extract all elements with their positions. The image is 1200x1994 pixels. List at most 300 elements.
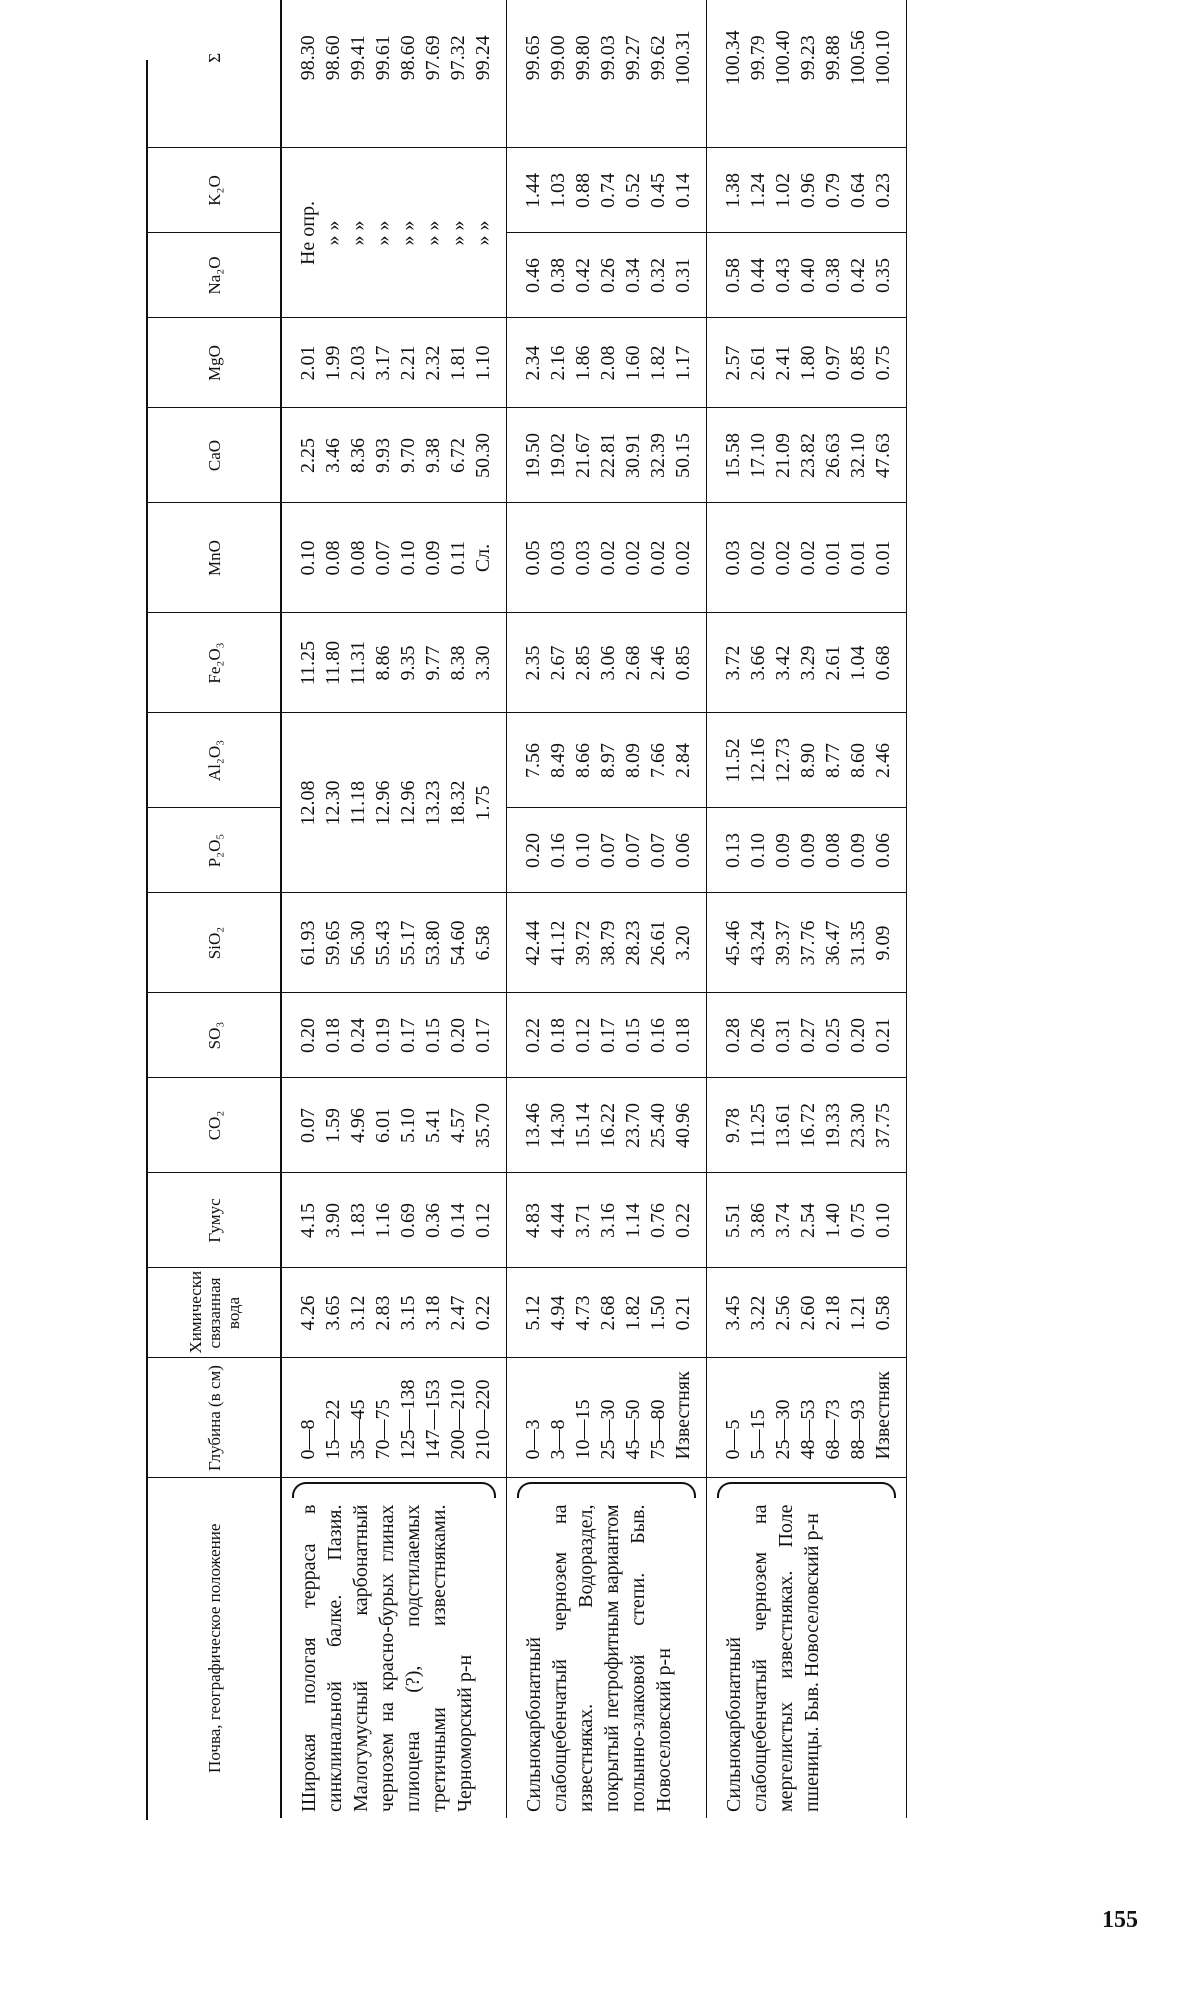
cell-value: 13.46 xyxy=(522,1103,544,1148)
cell-value: 35—45 xyxy=(347,1399,369,1460)
cell-value: 1.17 xyxy=(672,345,694,381)
cell-value: 99.23 xyxy=(797,35,819,81)
cell-value: 4.94 xyxy=(547,1295,569,1331)
rotated-table-container xyxy=(148,0,1198,1818)
cell-value: 1.38 xyxy=(722,173,744,208)
cell-value: 1.59 xyxy=(322,1108,344,1143)
cell-value: 97.69 xyxy=(422,35,444,81)
cell-value: 4.57 xyxy=(447,1108,469,1143)
cell-value: 200—210 xyxy=(447,1379,469,1460)
cell-value: 0.76 xyxy=(647,1203,669,1238)
cell-value: 100.31 xyxy=(672,30,694,86)
cell-value: 0.75 xyxy=(847,1203,869,1238)
cell-value: 98.60 xyxy=(322,35,344,81)
page-number: 155 xyxy=(1102,1907,1138,1933)
table-row xyxy=(707,0,907,1818)
cell-value: 12.73 xyxy=(772,738,794,783)
p2o5-cell xyxy=(707,808,907,893)
cell-value: 0.97 xyxy=(822,345,844,381)
description-text: Сильнокарбонатный слабощебенчатый чернозем на мергелистых известняках. Поле пшеницы. Быв. Новоселовский р-н xyxy=(723,1504,823,1812)
cell-value: 37.76 xyxy=(797,920,819,966)
cell-value: 42.44 xyxy=(522,920,544,966)
cell-value: 19.02 xyxy=(547,433,569,478)
cell-value: 8.09 xyxy=(622,743,644,778)
cell-value: 70—75 xyxy=(372,1399,394,1460)
so3-cell xyxy=(507,993,707,1078)
cell-value: 12.30 xyxy=(322,780,344,826)
cell-value: » » xyxy=(397,220,419,246)
cell-value: 9.93 xyxy=(372,438,394,473)
cell-value: 99.80 xyxy=(572,35,594,81)
table-row xyxy=(507,0,707,1818)
header-cao: CaO xyxy=(148,408,281,503)
depth-cell xyxy=(507,1358,707,1478)
cell-value: 1.75 xyxy=(472,785,494,821)
header-mno: MnO xyxy=(148,503,281,613)
cell-value: 2.47 xyxy=(447,1295,469,1331)
cell-value: 31.35 xyxy=(847,920,869,966)
cell-value: 2.84 xyxy=(672,743,694,778)
cell-value: 12.96 xyxy=(372,780,394,826)
na2o-cell xyxy=(707,233,907,318)
cell-value: 0.06 xyxy=(872,833,894,868)
cell-value: 0.06 xyxy=(672,833,694,868)
cell-value: 4.73 xyxy=(572,1295,594,1331)
cell-value: 5.10 xyxy=(397,1108,419,1143)
cell-value: 0.05 xyxy=(522,540,544,576)
cell-value: 15.58 xyxy=(722,433,744,478)
na2o-k2o-cell xyxy=(281,148,507,318)
p2o5-al2o3-cell xyxy=(281,713,507,893)
cell-value: 0.85 xyxy=(672,645,694,681)
cell-value: 2.67 xyxy=(547,645,569,681)
fe2o3-cell xyxy=(707,613,907,713)
cell-value: 1.10 xyxy=(472,345,494,381)
cell-value: 2.35 xyxy=(522,645,544,681)
cell-value: 3.30 xyxy=(472,645,494,681)
cell-value: 0.13 xyxy=(722,833,744,868)
cell-value: 25—30 xyxy=(772,1399,794,1460)
cell-value: 3.22 xyxy=(747,1295,769,1331)
cell-value: 3.16 xyxy=(597,1203,619,1238)
cell-value: 0—5 xyxy=(722,1419,744,1460)
cell-value: Известняк xyxy=(672,1371,694,1460)
water-cell xyxy=(281,1268,507,1358)
cell-value: » » xyxy=(472,220,494,246)
cell-value: 14.30 xyxy=(547,1103,569,1148)
cell-value: 22.81 xyxy=(597,433,619,478)
cell-value: 8.97 xyxy=(597,743,619,778)
cell-value: 13.23 xyxy=(422,780,444,826)
cell-value: 0.38 xyxy=(822,258,844,293)
humus-cell xyxy=(507,1173,707,1268)
cell-value: 19.50 xyxy=(522,433,544,478)
cell-value: 12.08 xyxy=(297,780,319,826)
cell-value: 8.86 xyxy=(372,645,394,681)
cell-value: 0.10 xyxy=(572,833,594,868)
cell-value: 7.56 xyxy=(522,743,544,778)
so3-cell xyxy=(707,993,907,1078)
cell-value: 1.16 xyxy=(372,1203,394,1238)
cell-value: 2.83 xyxy=(372,1295,394,1331)
cell-value: 1.50 xyxy=(647,1295,669,1331)
cell-value: 39.37 xyxy=(772,920,794,966)
cell-value: 6.72 xyxy=(447,438,469,473)
cell-value: 28.23 xyxy=(622,920,644,966)
cell-value: 0.17 xyxy=(397,1018,419,1053)
k2o-cell xyxy=(707,148,907,233)
cell-value: 9.78 xyxy=(722,1108,744,1143)
k2o-cell xyxy=(507,148,707,233)
cell-value: 0.07 xyxy=(297,1108,319,1143)
cell-value: 5—15 xyxy=(747,1409,769,1460)
cell-value: 99.61 xyxy=(372,35,394,81)
cell-value: 1.99 xyxy=(322,345,344,381)
cell-value: 0.21 xyxy=(672,1295,694,1331)
cell-value: 8.38 xyxy=(447,645,469,681)
cell-value: 0.46 xyxy=(522,258,544,293)
cell-value: 2.01 xyxy=(297,345,319,381)
cell-value: 1.24 xyxy=(747,173,769,208)
cell-value: 8.77 xyxy=(822,743,844,778)
p2o5-cell xyxy=(507,808,707,893)
cell-value: 0.20 xyxy=(522,833,544,868)
cell-value: 98.60 xyxy=(397,35,419,81)
header-depth: Глубина (в см) xyxy=(148,1358,281,1478)
cell-value: 1.14 xyxy=(622,1203,644,1238)
cell-value: 99.65 xyxy=(522,35,544,81)
cell-value: 98.30 xyxy=(297,35,319,81)
cell-value: 2.03 xyxy=(347,345,369,381)
row-description xyxy=(281,1478,507,1818)
depth-cell xyxy=(281,1358,507,1478)
cell-value: 0—3 xyxy=(522,1419,544,1460)
cell-value: 0.12 xyxy=(472,1203,494,1238)
cell-value: 0.24 xyxy=(347,1018,369,1053)
cell-value: 38.79 xyxy=(597,920,619,966)
cell-value: 12.16 xyxy=(747,738,769,783)
cell-value: 5.12 xyxy=(522,1295,544,1331)
cell-value: 0.16 xyxy=(547,833,569,868)
cell-value: 0.18 xyxy=(547,1018,569,1053)
water-cell xyxy=(707,1268,907,1358)
description-text: Сильнокарбонатный слабощебенчатый чернозем на известняках. Водораздел, покрытый петрофитным вариантом полынно-злаковой степи. Быв. Новоселовский р-н xyxy=(523,1504,675,1812)
cell-value: 0.01 xyxy=(847,540,869,576)
cell-value: 9.35 xyxy=(397,645,419,681)
sio2-cell xyxy=(707,893,907,993)
cell-value: 0.02 xyxy=(672,540,694,576)
cell-value: 15.14 xyxy=(572,1103,594,1148)
cell-value: 0.75 xyxy=(872,345,894,381)
cell-value: 0.64 xyxy=(847,173,869,208)
cell-value: » » xyxy=(422,220,444,246)
cell-value: 2.08 xyxy=(597,345,619,381)
cell-value: 68—73 xyxy=(822,1399,844,1460)
cell-value: 50.15 xyxy=(672,433,694,478)
cell-value: 97.32 xyxy=(447,35,469,81)
cell-value: 8.36 xyxy=(347,438,369,473)
cell-value: 61.93 xyxy=(297,920,319,966)
cell-value: 0.20 xyxy=(847,1018,869,1053)
cell-value: 3.86 xyxy=(747,1203,769,1238)
cell-value: 0.10 xyxy=(397,540,419,576)
cell-value: » » xyxy=(347,220,369,246)
cell-value: 0.02 xyxy=(797,540,819,576)
cell-value: 0.58 xyxy=(722,258,744,293)
header-so3: SO₃ xyxy=(148,993,281,1078)
depth-cell xyxy=(707,1358,907,1478)
cell-value: 0.36 xyxy=(422,1203,444,1238)
cell-value: 54.60 xyxy=(447,920,469,966)
cell-value: 75—80 xyxy=(647,1399,669,1460)
cell-value: 0—8 xyxy=(297,1419,319,1460)
cell-value: 36.47 xyxy=(822,920,844,966)
brace-mark xyxy=(292,1483,496,1499)
table-header-row xyxy=(148,0,281,1818)
cell-value: 0.07 xyxy=(372,540,394,576)
cell-value: 0.07 xyxy=(622,833,644,868)
mno-cell xyxy=(281,503,507,613)
cell-value: 2.34 xyxy=(522,345,544,381)
co2-cell xyxy=(707,1078,907,1173)
cell-value: Известняк xyxy=(872,1371,894,1460)
cell-value: 0.52 xyxy=(622,173,644,208)
cell-value: 1.21 xyxy=(847,1295,869,1331)
cell-value: 9.38 xyxy=(422,438,444,473)
cell-value: 2.68 xyxy=(622,645,644,681)
cell-value: 2.56 xyxy=(772,1295,794,1331)
cell-value: 3.45 xyxy=(722,1295,744,1331)
cell-value: 1.82 xyxy=(622,1295,644,1331)
description-text: Широкая пологая терраса в синклинальной балке. Пазия. Малогумусный карбонатный чернозем на красно-бурых глинах плиоцена (?), подстилаемых третичными известняками. Черноморский р-н xyxy=(298,1504,476,1812)
cell-value: 1.44 xyxy=(522,173,544,208)
cell-value: 23.82 xyxy=(797,433,819,478)
cell-value: 0.79 xyxy=(822,173,844,208)
cell-value: 3.42 xyxy=(772,645,794,681)
cell-value: 4.44 xyxy=(547,1203,569,1238)
co2-cell xyxy=(281,1078,507,1173)
cell-value: 2.46 xyxy=(647,645,669,681)
cell-value: 37.75 xyxy=(872,1103,894,1148)
cell-value: 11.31 xyxy=(347,640,369,686)
header-na2o: Na₂O xyxy=(148,233,281,318)
cell-value: 0.96 xyxy=(797,173,819,208)
cell-value: 0.02 xyxy=(597,540,619,576)
cell-value: 32.39 xyxy=(647,433,669,478)
cell-value: 0.31 xyxy=(672,258,694,293)
cell-value: 0.22 xyxy=(522,1018,544,1053)
brace-mark xyxy=(717,1483,896,1499)
cell-value: 47.63 xyxy=(872,433,894,478)
cell-value: 0.27 xyxy=(797,1018,819,1053)
cell-value: 10—15 xyxy=(572,1399,594,1460)
cell-value: 2.25 xyxy=(297,438,319,473)
cell-value: 39.72 xyxy=(572,920,594,966)
cell-value: 3.74 xyxy=(772,1203,794,1238)
cell-value: 0.31 xyxy=(772,1018,794,1053)
header-soil: Почва, географическое положение xyxy=(148,1478,281,1818)
cell-value: 1.82 xyxy=(647,345,669,381)
cell-value: 3.17 xyxy=(372,345,394,381)
cell-value: 1.40 xyxy=(822,1203,844,1238)
row-description xyxy=(707,1478,907,1818)
mno-cell xyxy=(707,503,907,613)
header-k2o: K₂O xyxy=(148,148,281,233)
cell-value: 0.10 xyxy=(872,1203,894,1238)
cell-value: 1.81 xyxy=(447,345,469,381)
cell-value: 43.24 xyxy=(747,920,769,966)
na2o-cell xyxy=(507,233,707,318)
cell-value: Сл. xyxy=(472,543,494,573)
cell-value: 56.30 xyxy=(347,920,369,966)
cell-value: 5.51 xyxy=(722,1203,744,1238)
cell-value: 0.85 xyxy=(847,345,869,381)
cell-value: 11.80 xyxy=(322,640,344,686)
cell-value: 41.12 xyxy=(547,920,569,966)
cell-value: 3.12 xyxy=(347,1295,369,1331)
cell-value: 100.56 xyxy=(847,30,869,86)
row-description xyxy=(507,1478,707,1818)
header-co2: CO₂ xyxy=(148,1078,281,1173)
cell-value: 2.57 xyxy=(722,345,744,381)
cell-value: 0.08 xyxy=(347,540,369,576)
cell-value: 0.08 xyxy=(822,833,844,868)
cell-value: 0.09 xyxy=(772,833,794,868)
cell-value: 3.15 xyxy=(397,1295,419,1331)
cell-value: 3.46 xyxy=(322,438,344,473)
cell-value: 0.34 xyxy=(622,258,644,293)
cell-value: 1.04 xyxy=(847,645,869,681)
cell-value: 3.20 xyxy=(672,925,694,961)
cell-value: 0.09 xyxy=(422,540,444,576)
cell-value: 15—22 xyxy=(322,1399,344,1460)
cell-value: 2.60 xyxy=(797,1295,819,1331)
humus-cell xyxy=(281,1173,507,1268)
cell-value: 0.18 xyxy=(322,1018,344,1053)
cell-value: 4.96 xyxy=(347,1108,369,1143)
cell-value: 0.02 xyxy=(647,540,669,576)
cell-value: 3.18 xyxy=(422,1295,444,1331)
brace-mark xyxy=(517,1483,696,1499)
cell-value: 0.12 xyxy=(572,1018,594,1053)
table-row xyxy=(281,0,507,1818)
cell-value: 99.41 xyxy=(347,35,369,81)
cell-value: 0.01 xyxy=(872,540,894,576)
cell-value: 32.10 xyxy=(847,433,869,478)
cell-value: 26.63 xyxy=(822,433,844,478)
cell-value: 11.52 xyxy=(722,738,744,783)
fe2o3-cell xyxy=(507,613,707,713)
cell-value: 2.61 xyxy=(747,345,769,381)
cell-value: 2.21 xyxy=(397,345,419,381)
cell-value: 99.24 xyxy=(472,35,494,81)
co2-cell xyxy=(507,1078,707,1173)
cell-value: 0.14 xyxy=(672,173,694,208)
cell-value: 0.01 xyxy=(822,540,844,576)
cell-value: 59.65 xyxy=(322,920,344,966)
cell-value: 0.43 xyxy=(772,258,794,293)
cell-value: 3.72 xyxy=(722,645,744,681)
cell-value: 0.74 xyxy=(597,173,619,208)
cell-value: 2.16 xyxy=(547,345,569,381)
cell-value: 0.15 xyxy=(422,1018,444,1053)
cell-value: 0.16 xyxy=(647,1018,669,1053)
header-p2o5: P₂O₅ xyxy=(148,808,281,893)
cell-value: 0.68 xyxy=(872,645,894,681)
cell-value: 1.02 xyxy=(772,173,794,208)
cell-value: 100.40 xyxy=(772,30,794,86)
cell-value: 4.15 xyxy=(297,1203,319,1238)
cell-value: 9.09 xyxy=(872,925,894,961)
sum-cell xyxy=(281,0,507,148)
cell-value: 0.25 xyxy=(822,1018,844,1053)
cell-value: 7.66 xyxy=(647,743,669,778)
header-sum: Σ xyxy=(148,0,281,148)
cell-value: 0.11 xyxy=(447,540,469,576)
cell-value: 0.32 xyxy=(647,258,669,293)
cell-value: 2.46 xyxy=(872,743,894,778)
cell-value: 0.07 xyxy=(597,833,619,868)
cell-value: 99.00 xyxy=(547,35,569,81)
cell-value: 3.71 xyxy=(572,1203,594,1238)
cell-value: 0.10 xyxy=(297,540,319,576)
cell-value: 0.35 xyxy=(872,258,894,293)
header-sio2: SiO₂ xyxy=(148,893,281,993)
cell-value: 1.83 xyxy=(347,1203,369,1238)
cell-value: 0.17 xyxy=(597,1018,619,1053)
cao-cell xyxy=(281,408,507,503)
cell-value: 8.49 xyxy=(547,743,569,778)
cell-value: 0.40 xyxy=(797,258,819,293)
mno-cell xyxy=(507,503,707,613)
cao-cell xyxy=(707,408,907,503)
cell-value: 40.96 xyxy=(672,1103,694,1148)
cell-value: 45—50 xyxy=(622,1399,644,1460)
cell-value: 55.43 xyxy=(372,920,394,966)
cell-value: 0.02 xyxy=(772,540,794,576)
cell-value: 48—53 xyxy=(797,1399,819,1460)
sio2-cell xyxy=(281,893,507,993)
cell-value: 9.77 xyxy=(422,645,444,681)
cell-value: 0.26 xyxy=(597,258,619,293)
cell-value: 0.14 xyxy=(447,1203,469,1238)
cell-value: 3—8 xyxy=(547,1419,569,1460)
cell-value: 16.22 xyxy=(597,1103,619,1148)
cell-value: 210—220 xyxy=(472,1379,494,1460)
mgo-cell xyxy=(707,318,907,408)
cell-value: 125—138 xyxy=(397,1379,419,1460)
cell-value: 23.30 xyxy=(847,1103,869,1148)
cell-value: 55.17 xyxy=(397,920,419,966)
cell-value: 0.20 xyxy=(447,1018,469,1053)
cell-value: 1.60 xyxy=(622,345,644,381)
cell-value: 0.08 xyxy=(322,540,344,576)
fe2o3-cell xyxy=(281,613,507,713)
cell-value: » » xyxy=(447,220,469,246)
cell-value: 21.09 xyxy=(772,433,794,478)
cell-value: 11.25 xyxy=(297,640,319,686)
cell-value: 50.30 xyxy=(472,433,494,478)
cell-value: 6.58 xyxy=(472,925,494,961)
cell-value: 0.18 xyxy=(672,1018,694,1053)
cell-value: 0.88 xyxy=(572,173,594,208)
cell-value: 2.85 xyxy=(572,645,594,681)
cell-value: 0.03 xyxy=(547,540,569,576)
header-mgo: MgO xyxy=(148,318,281,408)
cell-value: 6.01 xyxy=(372,1108,394,1143)
cell-value: 13.61 xyxy=(772,1103,794,1148)
cell-value: 2.68 xyxy=(597,1295,619,1331)
